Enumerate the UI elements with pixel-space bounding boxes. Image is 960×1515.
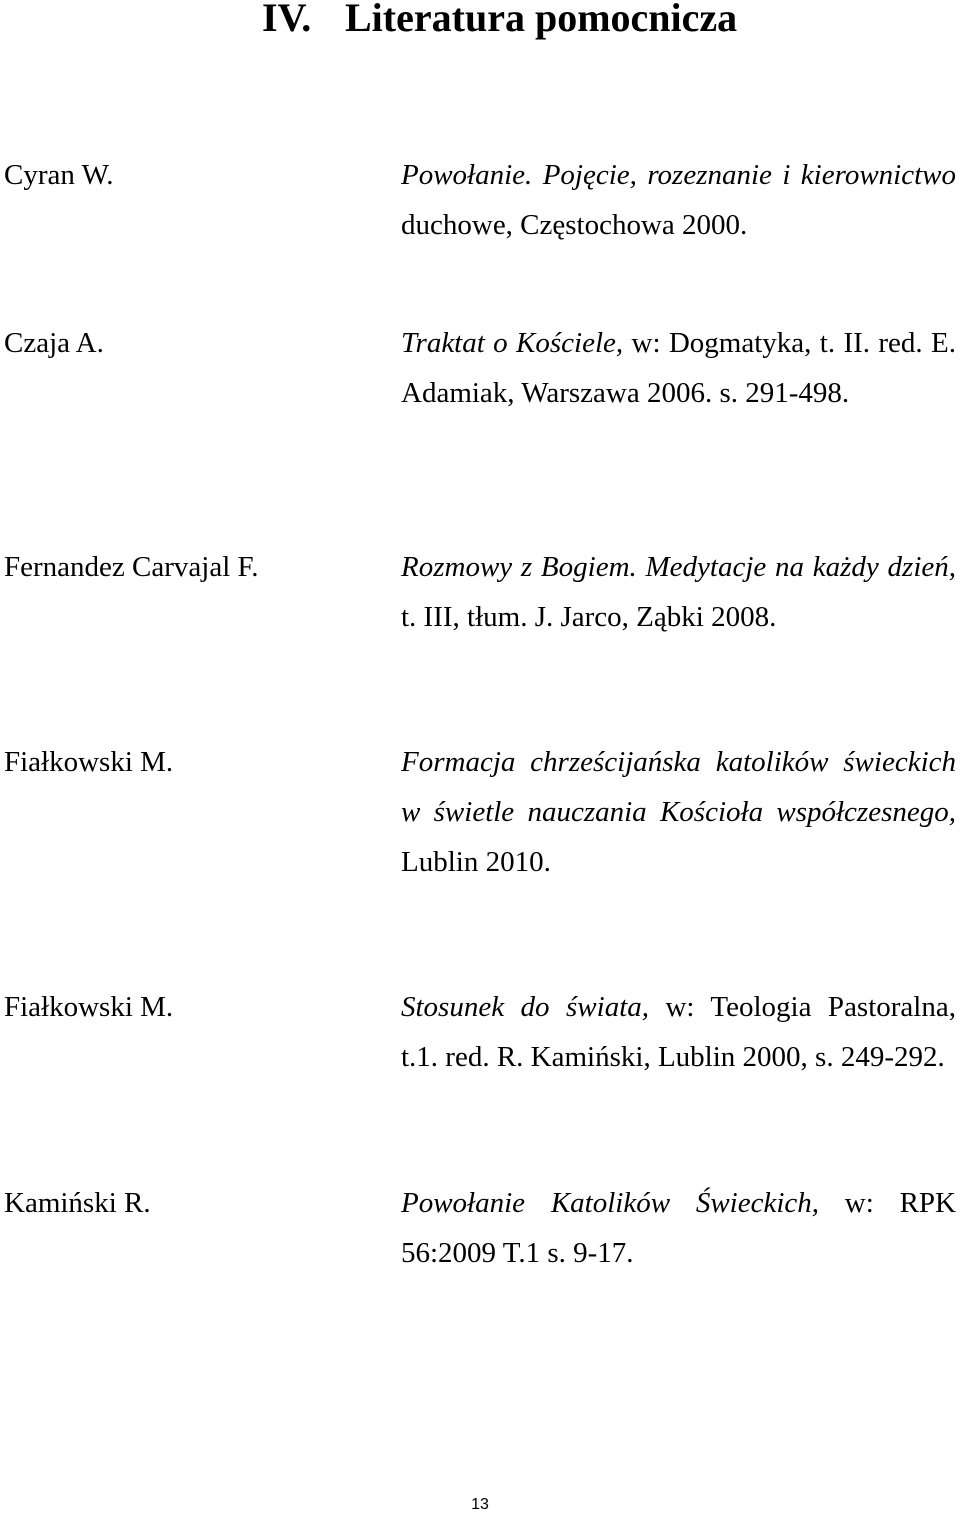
work-title: Powołanie Katolików Świeckich, (401, 1187, 820, 1219)
work-title: Stosunek do świata, (401, 991, 650, 1023)
work-title: Rozmowy z Bogiem. Medytacje na każdy dzień, (401, 551, 956, 583)
entry-author: Fiałkowski M. (4, 991, 174, 1023)
entry-reference (401, 318, 956, 418)
work-title: Formacja chrześcijańska katolików świeckich (401, 746, 956, 778)
section-heading (0, 0, 960, 40)
reference-line (401, 318, 956, 368)
section-number: IV. (262, 0, 312, 40)
work-title: Powołanie. Pojęcie, rozeznanie i kierownictwo (401, 159, 956, 191)
reference-line (401, 150, 956, 200)
entry-reference (401, 737, 956, 887)
reference-line (401, 1178, 956, 1228)
publication-details: 56:2009 T.1 s. 9-17. (401, 1237, 634, 1269)
publication-details: t. III, tłum. J. Jarco, Ząbki 2008. (401, 601, 777, 633)
reference-line (401, 737, 956, 787)
publication-details: Adamiak, Warszawa 2006. s. 291-498. (401, 377, 850, 409)
reference-line (401, 787, 956, 837)
publication-details: t.1. red. R. Kamiński, Lublin 2000, s. 249-292. (401, 1041, 945, 1073)
reference-line (401, 200, 956, 250)
entry-author: Kamiński R. (4, 1187, 151, 1219)
reference-line (401, 592, 956, 642)
reference-line (401, 542, 956, 592)
section-title: Literatura pomocnicza (345, 0, 738, 40)
entry-author: Fiałkowski M. (4, 746, 174, 778)
reference-line (401, 1228, 956, 1278)
publication-details: duchowe, Częstochowa 2000. (401, 209, 748, 241)
publication-details: w: Teologia Pastoralna, (649, 991, 956, 1023)
reference-line (401, 837, 956, 887)
entry-reference (401, 982, 956, 1082)
publication-details: Lublin 2010. (401, 846, 551, 878)
reference-line (401, 1032, 956, 1082)
entry-reference (401, 542, 956, 642)
work-title: Traktat o Kościele, (401, 327, 624, 359)
page-number: 13 (471, 1496, 489, 1513)
publication-details: w: Dogmatyka, t. II. red. E. (623, 327, 956, 359)
entry-author: Cyran W. (4, 159, 114, 191)
entry-reference (401, 150, 956, 250)
reference-line (401, 982, 956, 1032)
entry-reference (401, 1178, 956, 1278)
reference-line (401, 368, 956, 418)
entry-author: Czaja A. (4, 327, 104, 359)
entry-author: Fernandez Carvajal F. (4, 551, 259, 583)
work-title: w świetle nauczania Kościoła współczesnego, (401, 796, 956, 828)
publication-details: w: RPK (819, 1187, 956, 1219)
